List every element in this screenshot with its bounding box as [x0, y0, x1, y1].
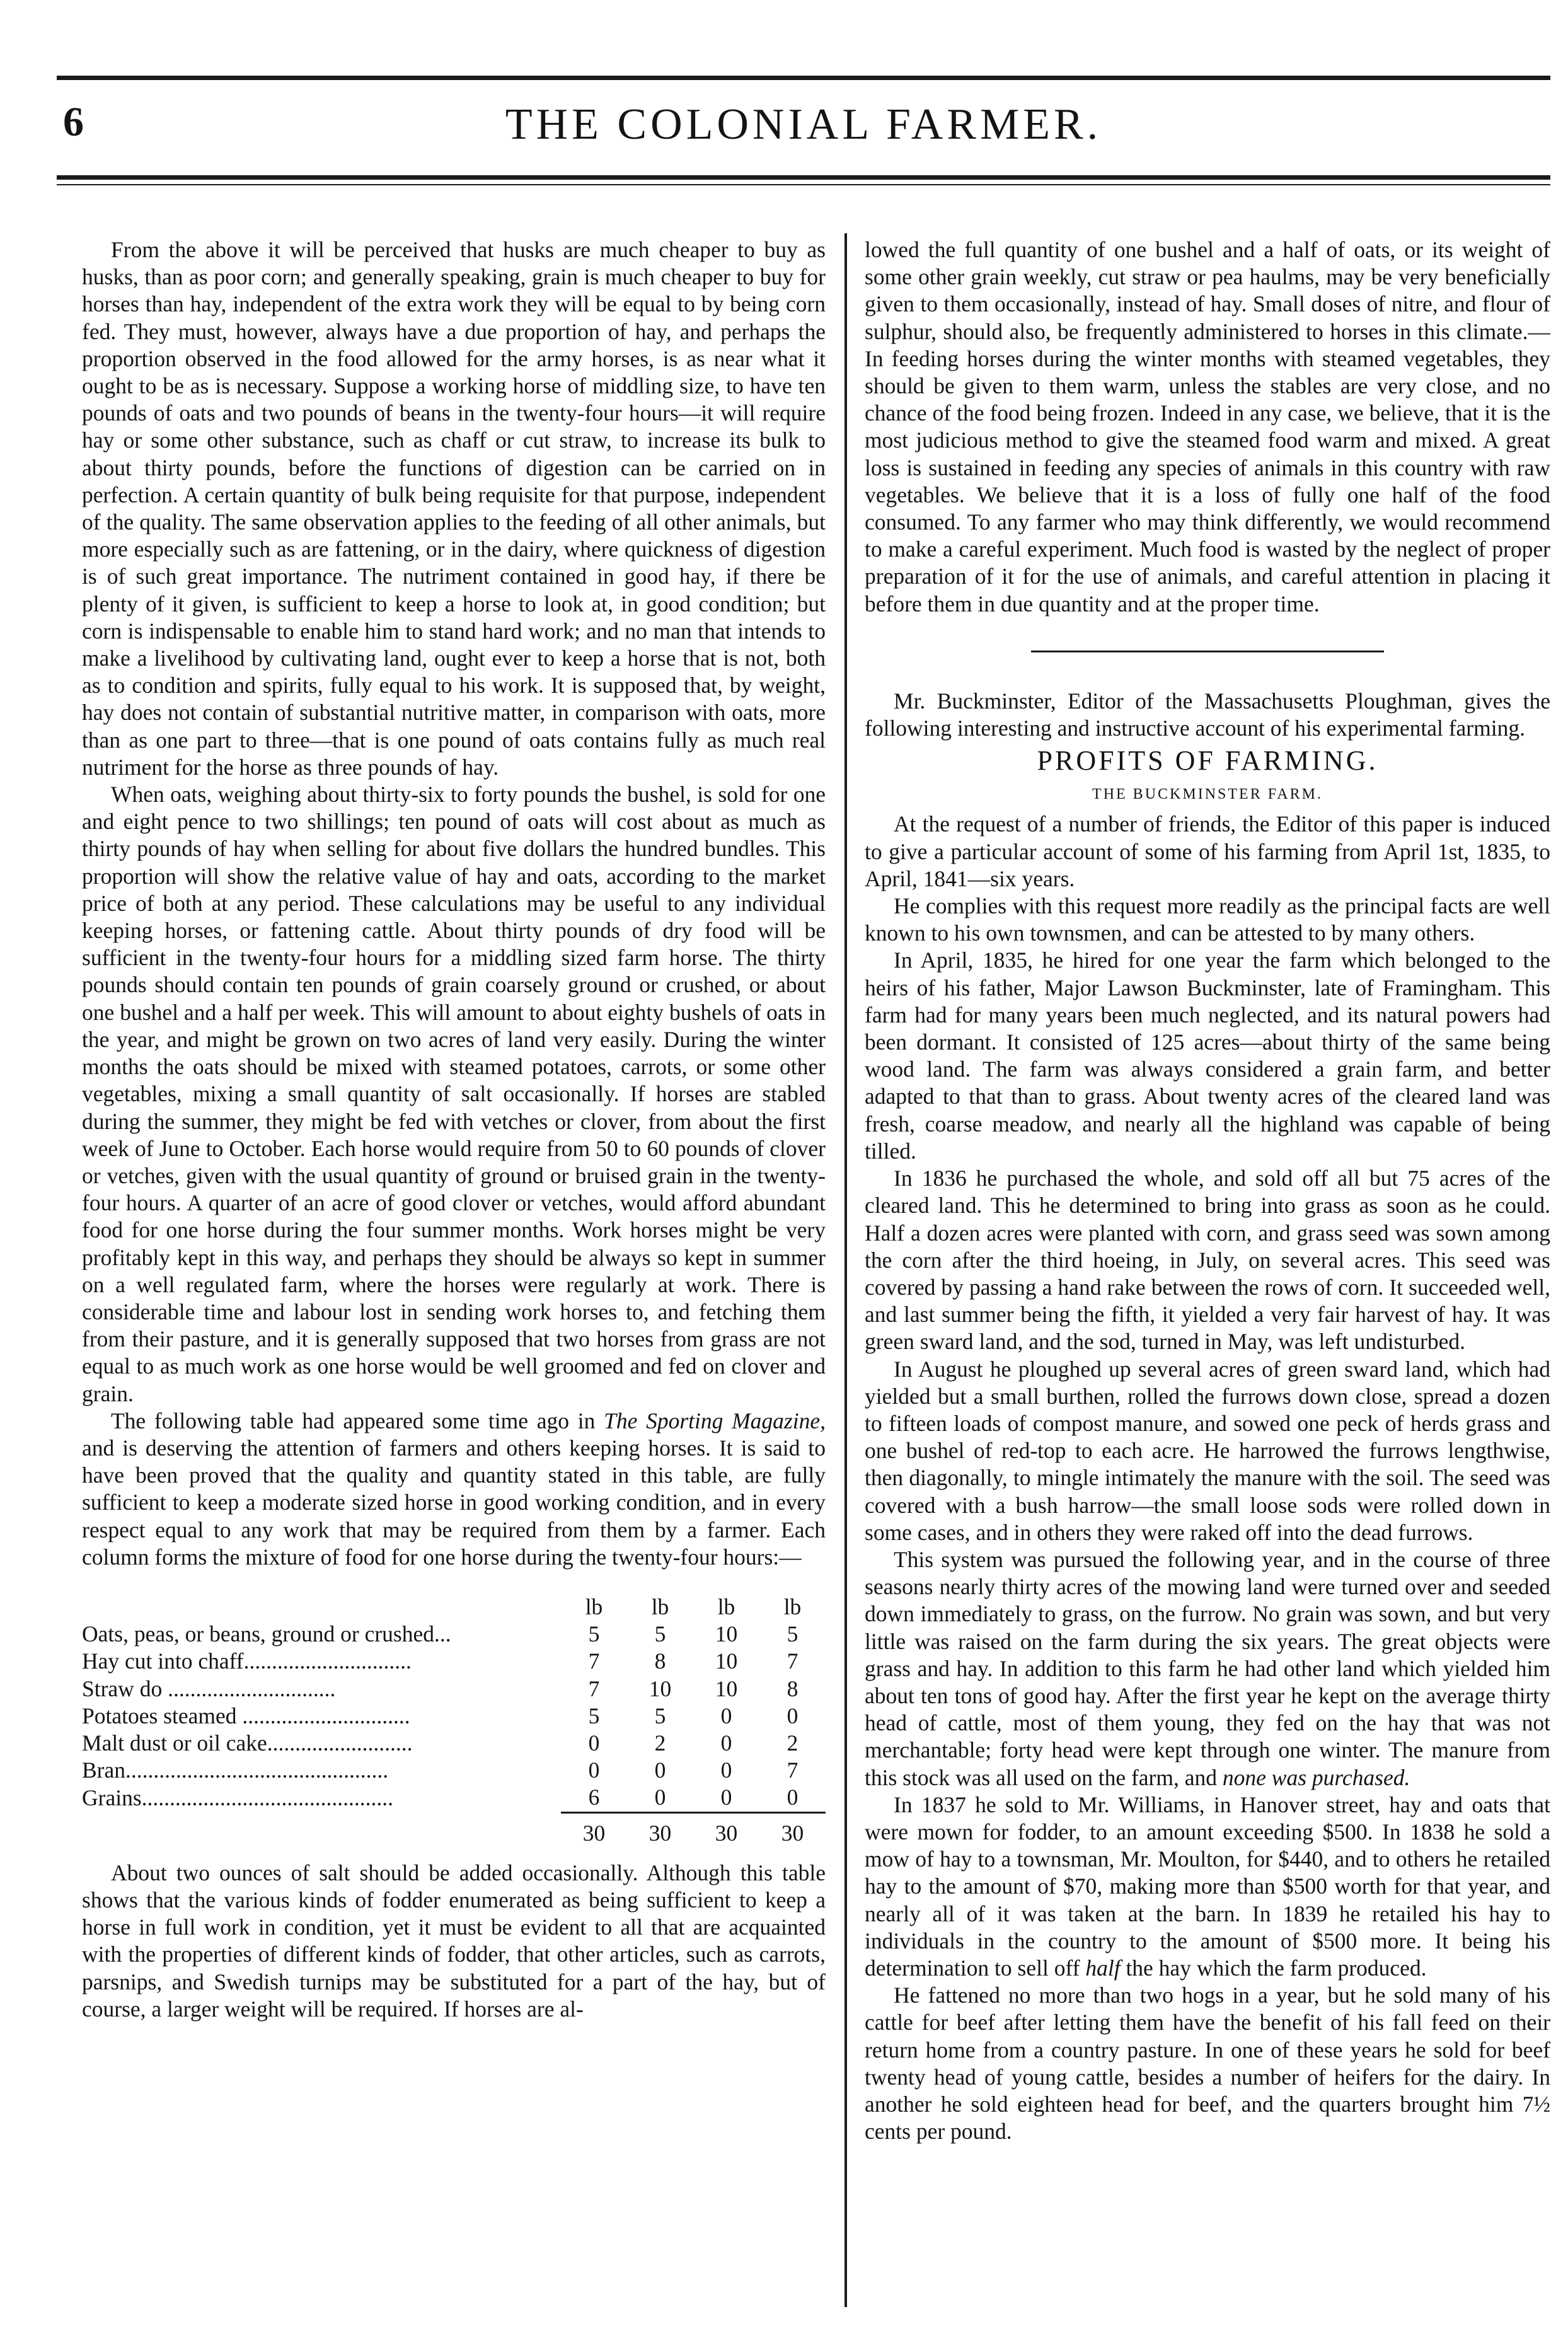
newspaper-title: THE COLONIAL FARMER. — [505, 100, 1102, 149]
table-cell: 8 — [654, 1648, 666, 1674]
paragraph: He fattened no more than two hogs in a year, but he sold many of his cattle for beef after letting them have the benefit of his fall feed on their return home from a country pasture. In one of these years he sold for beef twenty head of young cattle, besides a number of heifers for the dairy. In another he sold eighteen head for beef, and the quarters brought him 7½ cents per pound. — [865, 1982, 1550, 2144]
masthead — [57, 95, 1550, 170]
table-cell: 0 — [720, 1730, 732, 1756]
page-number: 6 — [63, 99, 84, 145]
article-subtitle: THE BUCKMINSTER FARM. — [1092, 786, 1323, 803]
table-cell: 7 — [588, 1675, 600, 1701]
table-cell: 0 — [588, 1757, 600, 1783]
total-cell: 30 — [759, 1812, 826, 1847]
row-label: Straw do .............................. — [82, 1675, 336, 1701]
table-row — [82, 1648, 826, 1675]
table-cell: 10 — [649, 1675, 672, 1701]
table-cell: 10 — [715, 1648, 738, 1674]
column-divider — [845, 233, 847, 2307]
paragraph: lowed the full quantity of one bushel and a half of oats, or its weight of some other grain weekly, cut straw or pea haulms, may be very beneficially given to them occasionally, instead of hay. Small doses of nitre, and flour of sulphur, should also, be frequently administered to horses in this climate.—In feeding horses during the winter months with steamed vegetables, they should be given to them warm, unless the stables are very close, and no chance of the food being frozen. Indeed in any case, we believe, that it is the most judicious method to give the steamed food warm and mixed. A great loss is sustained in feeding any species of animals in this country with raw vegetables. We believe that it is a loss of fully one half of the food consumed. To any farmer who may think differently, we would recommend to make a careful experiment. Much food is wasted by the neglect of proper preparation of it for the use of animals, and careful attention in placing it before them in due quantity and at the proper time. — [865, 237, 1550, 616]
table-cell: 0 — [720, 1757, 732, 1783]
paragraph: About two ounces of salt should be added occasionally. Although this table shows that the various kinds of fodder enumerated as being sufficient to keep a horse in full work in condition, yet it must be evident to all that are acquainted with the properties of different kinds of fodder, that other articles, such as carrots, parsnips, and Swedish turnips may be substituted for a part of the hay, but of course, a larger weight will be required. If horses are al- — [82, 1860, 826, 2022]
table-cell: 2 — [654, 1730, 666, 1756]
table-cell: 10 — [715, 1621, 738, 1647]
table-cell: 0 — [588, 1730, 600, 1756]
table-row — [82, 1784, 826, 1812]
paragraph: At the request of a number of friends, the Editor of this paper is induced to give a particular account of some of his farming from April 1st, 1835, to April, 1841—six years. — [865, 811, 1550, 891]
table-cell: 7 — [588, 1648, 600, 1674]
fodder-table — [82, 1594, 826, 1847]
table-cell: 7 — [787, 1757, 798, 1783]
table-cell: 5 — [787, 1621, 798, 1647]
table-cell: 0 — [720, 1785, 732, 1810]
paragraph: In 1837 he sold to Mr. Williams, in Hanover street, hay and oats that were mown for fodder, to an amount exceeding $500. In 1838 he sold a mow of hay to a townsman, Mr. Moulton, for $440, and to others he retailed hay to the amount of $70, making more than $500 worth for that year, and nearly all of it was taken at the barn. In 1839 he retailed his hay to individuals in the country to the amount of $500 more. It being his determination to sell off half the hay which the farm produced. — [865, 1791, 1550, 1981]
emphasis: none was purchased. — [1222, 1764, 1410, 1790]
paragraph: In April, 1835, he hired for one year the farm which belonged to the heirs of his father, Major Lawson Buckminster, late of Framingham. This farm had for many years been much neglected, and its natural powers had been dormant. It consisted of 125 acres—about thirty of the same being wood land. The farm was always considered a grain farm, and better adapted to that than to grass. About twenty acres of the cleared land was fresh, coarse meadow, and nearly all the highland was capable of being tilled. — [865, 947, 1550, 1164]
magazine-title: The Sporting Magazine, — [604, 1408, 826, 1433]
row-label: Malt dust or oil cake.......................... — [82, 1730, 413, 1756]
masthead-top-rule — [57, 76, 1550, 80]
emphasis: half — [1085, 1955, 1121, 1981]
table-row — [82, 1621, 826, 1648]
row-label: Oats, peas, or beans, ground or crushed... — [82, 1621, 451, 1647]
table-cell: 0 — [787, 1785, 798, 1810]
table-cell: 6 — [588, 1785, 600, 1810]
unit-header: lb — [651, 1594, 669, 1619]
paragraph: He complies with this request more readily as the principal facts are well known to his own townsmen, and can be attested to by many others. — [865, 893, 1550, 946]
masthead-double-rule — [57, 184, 1550, 185]
article-title: PROFITS OF FARMING. — [1037, 745, 1378, 777]
table-cell: 0 — [654, 1785, 666, 1810]
table-header-row — [82, 1594, 826, 1621]
unit-header: lb — [585, 1594, 603, 1619]
newspaper-page — [57, 76, 1550, 2320]
table-cell: 5 — [588, 1703, 600, 1728]
paragraph: In August he ploughed up several acres of green sward land, which had yielded but a small burthen, rolled the furrows down close, spread a dozen to fifteen loads of compost manure, and sowed one peck of herds grass and one bushel of red-top to each acre. He harrowed the furrows lengthwise, then diagonally, to mingle intimately the manure with the soil. The seed was covered with a bush harrow—the small loose sods were rolled down in some cases, and in others they were raked off into the dead furrows. — [865, 1356, 1550, 1545]
total-cell: 30 — [561, 1812, 627, 1847]
row-label: Hay cut into chaff.............................. — [82, 1648, 412, 1674]
unit-header: lb — [717, 1594, 735, 1619]
left-column — [82, 236, 826, 2307]
table-cell: 8 — [787, 1675, 798, 1701]
masthead-bottom-rule — [57, 175, 1550, 180]
table-cell: 5 — [588, 1621, 600, 1647]
paragraph: This system was pursued the following year, and in the course of three seasons nearly thirty acres of the mowing land were turned over and seeded down immediately to grass, on the furrow. No grain was sown, and but very little was raised on the farm during the six years. The great objects were grass and hay. In addition to this farm he had other land which yielded him about ten tons of good hay. After the first year he kept on the average thirty head of cattle, most of them young, they fed on the hay that was not merchantable; forty head were kept through one winter. The manure from this stock was all used on the farm, and none was purchased. — [865, 1546, 1550, 1790]
table-row — [82, 1675, 826, 1703]
table-totals-row — [82, 1812, 826, 1847]
table-cell: 7 — [787, 1648, 798, 1674]
table-cell: 5 — [654, 1703, 666, 1728]
table-row — [82, 1730, 826, 1757]
paragraph: The following table had appeared some time ago in The Sporting Magazine, and is deserving the attention of farmers and others keeping horses. It is said to have been proved that the quality and quantity stated in this table, are fully sufficient to keep a moderate sized horse in good working condition, and in every respect equal to any work that may be required from them by a farmer. Each column forms the mixture of food for one horse during the twenty-four hours:— — [82, 1408, 826, 1570]
row-label: Bran............................................... — [82, 1757, 389, 1783]
table-row — [82, 1757, 826, 1784]
paragraph: When oats, weighing about thirty-six to forty pounds the bushel, is sold for one and eight pence to two shillings; ten pound of oats will cost about as much as thirty pounds of hay when selling for about five dollars the hundred bundles. This proportion will show the relative value of hay and oats, according to the market price of both at any period. These calculations may be useful to any individual keeping horses, or fattening cattle. About thirty pounds of dry food will be sufficient in the twenty-four hours for a middling sized farm horse. The thirty pounds should contain ten pounds of grain coarsely ground or crushed, or about one bushel and a half per week. This will amount to about eighty bushels of oats in the year, and might be grown on two acres of land very easily. During the winter months the oats should be mixed with steamed potatoes, carrots, or some other vegetables, mixing a small quantity of salt occasionally. If horses are stabled during the summer, they might be fed with vetches or clover, from about the first week of June to October. Each horse would require from 50 to 60 pounds of clover or vetches, given with the usual quantity of ground or bruised grain in the twenty-four hours. A quarter of an acre of good clover or vetches, would afford abundant food for one horse during the four summer months. Work horses might be very profitably kept in this way, and perhaps they should be always so kept in summer on a well regulated farm, where the horses were regularly at work. There is considerable time and labour lost in sending work horses to, and fetching them from their pasture, and it is generally supposed that two horses from grass are not equal to as much work as one horse would be well groomed and fed on clover and grain. — [82, 782, 826, 1406]
paragraph: Mr. Buckminster, Editor of the Massachusetts Ploughman, gives the following interesting and instructive account of his experimental farming. — [865, 688, 1550, 741]
total-cell: 30 — [627, 1812, 693, 1847]
table-cell: 5 — [654, 1621, 666, 1647]
row-label: Grains............................................. — [82, 1785, 394, 1811]
section-divider — [1031, 651, 1384, 652]
table-cell: 0 — [787, 1703, 798, 1728]
total-cell: 30 — [693, 1812, 759, 1847]
paragraph: In 1836 he purchased the whole, and sold off all but 75 acres of the cleared land. This he determined to bring into grass as soon as he could. Half a dozen acres were planted with corn, and grass seed was sown among the corn after the third hoeing, in July, on several acres. This seed was covered by passing a hand rake between the rows of corn. It succeeded well, and last summer being the fifth, it yielded a very fair harvest of hay. It was green sward land, and the sod, turned in May, was left undisturbed. — [865, 1166, 1550, 1355]
paragraph: From the above it will be perceived that husks are much cheaper to buy as husks, than as poor corn; and generally speaking, grain is much cheaper to buy for horses than hay, independent of the extra work they will be equal to by being corn fed. They must, however, always have a due proportion of hay, and perhaps the proportion observed in the food allowed for the army horses, is as near what it ought to be as is necessary. Suppose a working horse of middling size, to have ten pounds of oats and two pounds of beans in the twenty-four hours—it will require hay or some other substance, such as chaff or cut straw, to increase its bulk to about thirty pounds, before the functions of digestion can be carried on in perfection. A certain quantity of bulk being requisite for that purpose, independent of the quality. The same observation applies to the feeding of all other animals, but more especially such as are fattening, or in the dairy, where quickness of digestion is of such great importance. The nutriment contained in good hay, if there be plenty of it given, is sufficient to keep a horse to look at, in good condition; but corn is indispensable to enable him to stand hard work; and no man that intends to make a livelihood by cultivating land, ought ever to keep a horse that is not, both as to condition and spirits, fully equal to his work. It is supposed that, by weight, hay does not contain of substantial nutritive matter, in comparison with oats, more than as one part to three—that is one pound of oats contains fully as much real nutriment for the horse as three pounds of hay. — [82, 237, 826, 780]
table-cell: 0 — [654, 1757, 666, 1783]
right-column — [865, 236, 1550, 2307]
table-cell: 0 — [720, 1703, 732, 1728]
unit-header: lb — [783, 1594, 802, 1619]
table-cell: 10 — [715, 1675, 738, 1701]
table-cell: 2 — [787, 1730, 798, 1756]
table-row — [82, 1703, 826, 1730]
row-label: Potatoes steamed .............................. — [82, 1703, 410, 1728]
